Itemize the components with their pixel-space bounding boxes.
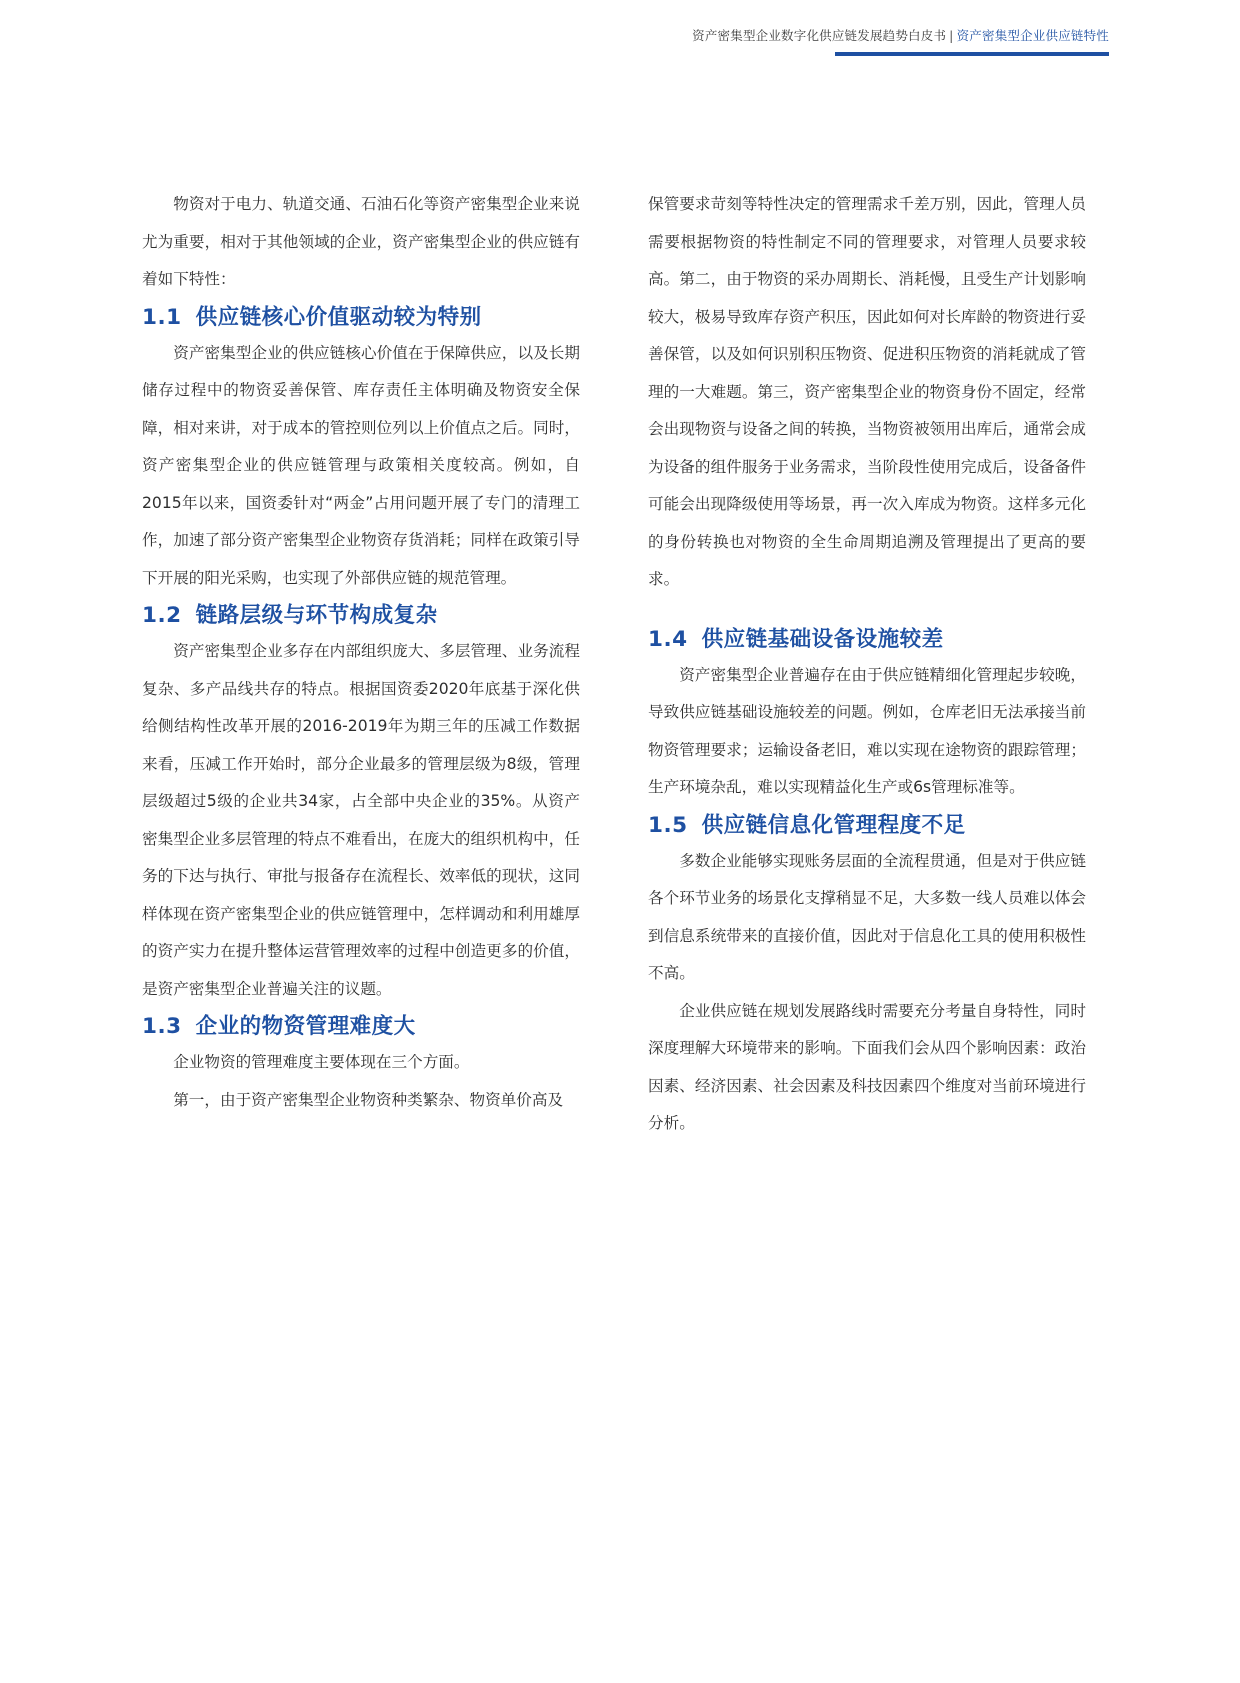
section-1-1-body: 资产密集型企业的供应链核心价值在于保障供应，以及长期储存过程中的物资妥善保管、库存责任主体明确及物资安全保障，相对来讲，对于成本的管控则位列以上价值点之后。同时，资产密集型企业的供应链管理与政策相关度较高。例如，自2015年以来，国资委针对“两金”占用问题开展了专门的清理工作，加速了部分资产密集型企业物资存货消耗；同样在政策引导下开展的阳光采购，也实现了外部供应链的规范管理。 — [142, 343, 580, 587]
section-number: 1.3 — [142, 1014, 182, 1039]
section-1-5-heading — [648, 807, 1086, 843]
section-number: 1.1 — [142, 304, 182, 330]
section-1-5-body: 多数企业能够实现账务层面的全流程贯通，但是对于供应链各个环节业务的场景化支撑稍显不足，大多数一线人员难以体会到信息系统带来的直接价值，因此对于信息化工具的使用积极性不高。 — [648, 851, 1086, 982]
running-header — [692, 26, 1109, 44]
section-1-3-heading — [142, 1008, 580, 1044]
section-number: 1.4 — [648, 626, 688, 652]
header-accent-rule — [835, 52, 1109, 56]
closing-paragraph: 企业供应链在规划发展路线时需要充分考量自身特性，同时深度理解大环境带来的影响。下面我们会从四个影响因素：政治因素、经济因素、社会因素及科技因素四个维度对当前环境进行分析。 — [648, 1001, 1086, 1132]
section-1-3-body-2: 第一，由于资产密集型企业物资种类繁杂、物资单价高及 — [173, 1090, 564, 1109]
header-doc-title: 资产密集型企业数字化供应链发展趋势白皮书 — [692, 28, 947, 43]
section-1-1-heading — [142, 299, 580, 335]
section-title: 链路层级与环节构成复杂 — [195, 603, 438, 628]
section-title: 供应链基础设备设施较差 — [701, 626, 944, 652]
intro-paragraph: 物资对于电力、轨道交通、石油石化等资产密集型企业来说尤为重要，相对于其他领域的企业，资产密集型企业的供应链有着如下特性： — [142, 195, 580, 288]
section-number: 1.5 — [648, 812, 688, 838]
header-separator: | — [949, 28, 954, 43]
left-column — [142, 186, 580, 1119]
section-number: 1.2 — [142, 603, 182, 628]
section-1-2-body: 资产密集型企业多存在内部组织庞大、多层管理、业务流程复杂、多产品线共存的特点。根据国资委2020年底基于深化供给侧结构性改革开展的2016-2019年为期三年的压减工作数据来看，压减工作开始时，部分企业最多的管理层级为8级，管理层级超过5级的企业共34家，占全部中央企业的35%。从资产密集型企业多层管理的特点不难看出，在庞大的组织机构中，任务的下达与执行、审批与报备存在流程长、效率低的现状，这同样体现在资产密集型企业的供应链管理中，怎样调动和利用雄厚的资产实力在提升整体运营管理效率的过程中创造更多的价值，是资产密集型企业普遍关注的议题。 — [142, 642, 580, 998]
section-title: 供应链核心价值驱动较为特别 — [195, 304, 482, 330]
section-1-3-body-1: 企业物资的管理难度主要体现在三个方面。 — [173, 1053, 470, 1071]
right-column — [648, 186, 1086, 1143]
section-1-4-body: 资产密集型企业普遍存在由于供应链精细化管理起步较晚，导致供应链基础设施较差的问题。例如，仓库老旧无法承接当前物资管理要求；运输设备老旧，难以实现在途物资的跟踪管理；生产环境杂乱，难以实现精益化生产或6s管理标准等。 — [648, 665, 1086, 796]
section-1-2-heading — [142, 597, 580, 633]
section-1-4-heading — [648, 621, 1086, 657]
header-section-title: 资产密集型企业供应链特性 — [956, 28, 1109, 43]
section-title: 供应链信息化管理程度不足 — [701, 812, 966, 838]
section-1-3-continuation: 保管要求苛刻等特性决定的管理需求千差万别，因此，管理人员需要根据物资的特性制定不同的管理要求，对管理人员要求较高。第二，由于物资的采办周期长、消耗慢，且受生产计划影响较大，极易导致库存资产积压，因此如何对长库龄的物资进行妥善保管，以及如何识别积压物资、促进积压物资的消耗就成了管理的一大难题。第三，资产密集型企业的物资身份不固定，经常会出现物资与设备之间的转换，当物资被领用出库后，通常会成为设备的组件服务于业务需求，当阶段性使用完成后，设备备件可能会出现降级使用等场景，再一次入库成为物资。这样多元化的身份转换也对物资的全生命周期追溯及管理提出了更高的要求。 — [648, 195, 1086, 588]
section-title: 企业的物资管理难度大 — [195, 1014, 416, 1039]
